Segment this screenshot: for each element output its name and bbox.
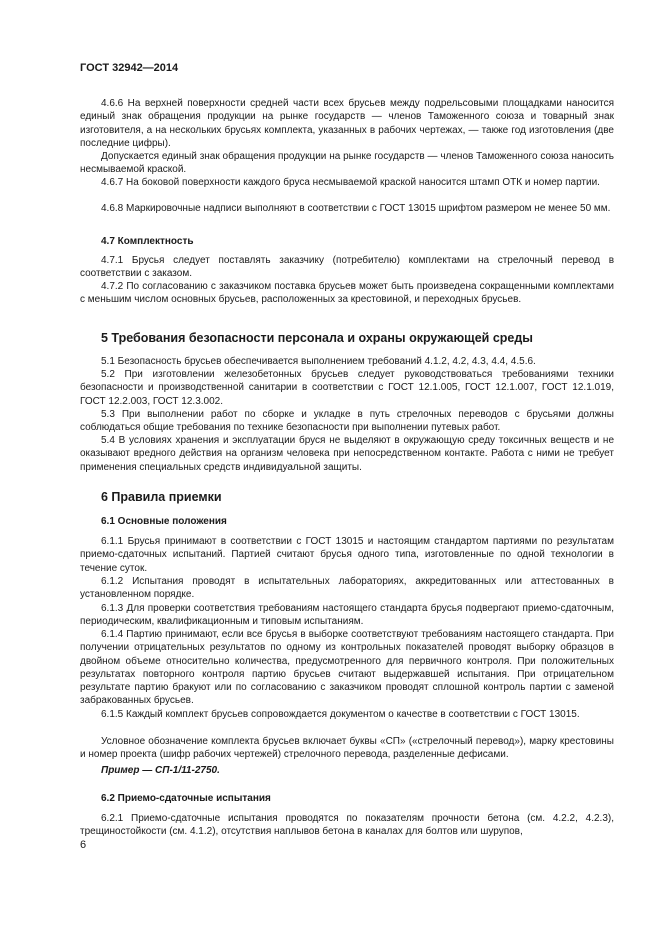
- paragraph: 5.2 При изготовлении железобетонных брусьев следует руководствоваться требованиями техники безопасности и производственной санитарии в соответствии с ГОСТ 12.1.005, ГОСТ 12.1.007, ГОСТ 12.1.019, ГОСТ 12.2.003, ГОСТ 12.3.002.: [80, 369, 614, 407]
- paragraph: 6.1.1 Брусья принимают в соответствии с ГОСТ 13015 и настоящим стандартом партиями по результатам приемо-сдаточных испытаний. Партией считают брусья одного типа, изготовленные по одной технологии в течение суток.: [80, 536, 614, 574]
- paragraph: 6.1.5 Каждый комплект брусьев сопровождается документом о качестве в соответствии с ГОСТ 13015.: [101, 709, 580, 720]
- paragraph: 4.6.6 На верхней поверхности средней части всех брусьев между подрельсовыми площадками наносится единый знак обращения продукции на рынке государств — членов Таможенного союза и товарный знак изготовителя, а на нескольких брусьях комплекта, указанных в рабочих чертежах, — также год изготовления (две последние цифры).: [80, 98, 614, 149]
- subsection-heading: 6.1 Основные положения: [101, 516, 227, 527]
- document-header: ГОСТ 32942—2014: [80, 62, 179, 74]
- paragraph: 4.7.2 По согласованию с заказчиком поставка брусьев может быть произведена сокращенными комплектами с меньшим числом основных брусьев, расположенных за крестовиной, и переходных брусьев.: [80, 281, 614, 306]
- subsection-heading: 4.7 Комплектность: [101, 236, 194, 247]
- paragraph: 4.7.1 Брусья следует поставлять заказчику (потребителю) комплектами на стрелочный перевод в соответствии с заказом.: [80, 255, 614, 280]
- page-number: 6: [80, 839, 87, 851]
- paragraph: 6.1.2 Испытания проводят в испытательных лабораториях, аккредитованных или аттестованных в установленном порядке.: [80, 576, 614, 601]
- section-heading: 6 Правила приемки: [101, 490, 222, 504]
- paragraph: 4.6.7 На боковой поверхности каждого бруса несмываемой краской наносится штамп ОТК и номер партии.: [101, 177, 600, 188]
- paragraph: 4.6.8 Маркировочные надписи выполняют в соответствии с ГОСТ 13015 шрифтом размером не менее 50 мм.: [101, 203, 611, 214]
- paragraph: 6.1.4 Партию принимают, если все брусья в выборке соответствуют требованиям настоящего стандарта. При получении отрицательных результатов по одному из контрольных показателей проводят выборку образцов в двойном объеме относительно количества, предусмотренного для первичного контроля. При положительных результатах повторного контроля партию брусьев считают выдержавшей испытания. При отрицательном результате партию бракуют или по согласованию с заказчиком проводят сплошной контроль партии с заменой забракованных брусьев.: [80, 629, 614, 707]
- paragraph: 6.1.3 Для проверки соответствия требованиям настоящего стандарта брусья подвергают приемо-сдаточным, периодическим, квалификационным и типовым испытаниям.: [80, 603, 614, 628]
- paragraph: Допускается единый знак обращения продукции на рынке государств — членов Таможенного союза наносить несмываемой краской.: [80, 151, 614, 176]
- subsection-heading: 6.2 Приемо-сдаточные испытания: [101, 793, 271, 804]
- paragraph: 6.2.1 Приемо-сдаточные испытания проводятся по показателям прочности бетона (см. 4.2.2, 4.2.3), трещиностойкости (см. 4.1.2), отсутствия наплывов бетона в каналах для болтов или шурупов,: [80, 813, 614, 838]
- paragraph: 5.4 В условиях хранения и эксплуатации бруся не выделяют в окружающую среду токсичных веществ и не оказывают вредного действия на организм человека при непосредственном контакте. Работа с ними не требует применения специальных средств индивидуальной защиты.: [80, 435, 614, 473]
- section-heading: 5 Требования безопасности персонала и охраны окружающей среды: [101, 331, 533, 345]
- example-line: Пример — СП-1/11-2750.: [101, 765, 220, 776]
- paragraph: 5.1 Безопасность брусьев обеспечивается выполнением требований 4.1.2, 4.2, 4.3, 4.4, 4.5.6.: [101, 356, 536, 367]
- paragraph: 5.3 При выполнении работ по сборке и укладке в путь стрелочных переводов с брусьями должны соблюдаться общие требования по технике безопасности при выполнении путевых работ.: [80, 409, 614, 434]
- paragraph: Условное обозначение комплекта брусьев включает буквы «СП» («стрелочный перевод»), марку крестовины и номер проекта (шифр рабочих чертежей) стрелочного перевода, разделенные дефисами.: [80, 736, 614, 761]
